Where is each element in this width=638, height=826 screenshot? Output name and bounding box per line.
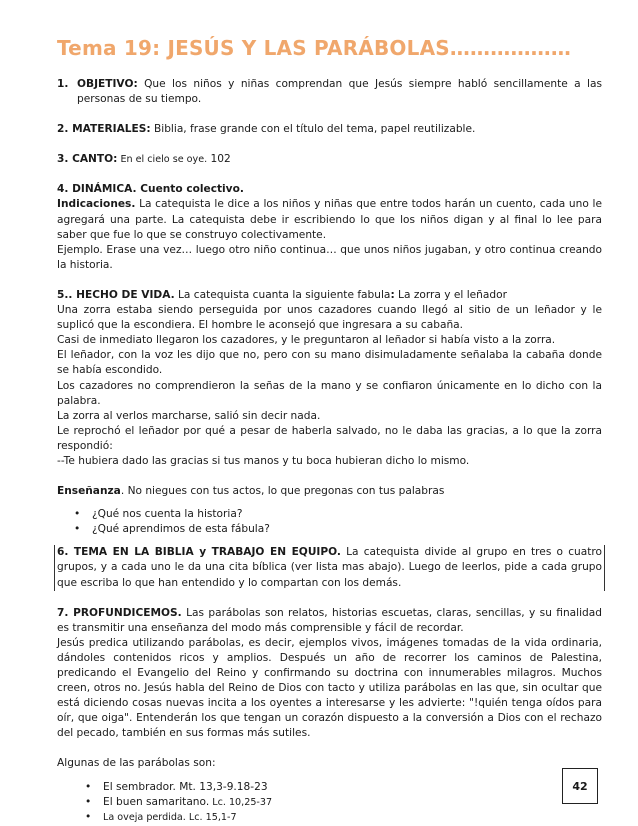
profundicemos-intro: [57, 606, 602, 636]
fable-line: Una zorra estaba siendo perseguida por unos cazadores cuando llegó al sitio de un leñador y le suplicó que la escondiera. El hombre le aconsejó que ingresara a su cabaña.: [57, 304, 602, 332]
list-item: [57, 507, 602, 522]
materiales-text: Biblia, frase grande con el título del tema, papel reutilizable.: [150, 123, 476, 136]
parable-citation: Lc. 10,25-37: [209, 796, 273, 808]
section-number: 1.: [57, 78, 69, 90]
objetivo-text: [77, 77, 602, 107]
hecho-de-vida-heading: [57, 288, 602, 303]
bullet-icon: •: [85, 795, 92, 808]
bullet-icon: •: [85, 780, 92, 793]
fable-line: Los cazadores no comprendieron la señas de la mano y se confiaron únicamente en lo dicho con la palabra.: [57, 379, 602, 407]
parables-list: [57, 780, 602, 825]
page-number: 42: [562, 768, 598, 804]
page-title: Tema 19: JESÚS Y LAS PARÁBOLAS………………: [57, 36, 572, 60]
document-body: [57, 77, 602, 825]
fable-line: El leñador, con la voz les dijo que no, pero con su mano disimuladamente señalaba la cabaña donde se había escondido.: [57, 349, 602, 377]
hecho-intro: La catequista cuanta la siguiente fabula: [174, 288, 391, 301]
fable-line: La zorra al verlos marcharse, salió sin decir nada.: [57, 409, 321, 422]
parables-intro: Algunas de las parábolas son:: [57, 757, 216, 770]
dinamica-ejemplo: Ejemplo. Erase una vez… luego otro niño continua… que unos niños jugaban, y otro continua creando la historia.: [57, 243, 602, 271]
fable-line: --Te hubiera dado las gracias si tus manos y tu boca hubieran dicho lo mismo.: [57, 454, 470, 467]
section-objetivo: [57, 77, 602, 107]
parable-text: El sembrador. Mt. 13,3-9.18-23: [103, 780, 268, 793]
biblia-text: La catequista divide al grupo en tres o cuatro grupos, y a cada uno le da una cita bíblica (ver lista mas abajo). Luego de leerlos, pide a cada grupo que escriba lo que han entendido y lo compartan con los demás.: [57, 546, 602, 589]
question-text: ¿Qué aprendimos de esta fábula?: [92, 523, 270, 536]
fable-line: Le reprochó el leñador por qué a pesar de haberla salvado, no le daba las gracias, a lo que la zorra respondió:: [57, 424, 602, 452]
list-item: [57, 780, 602, 795]
canto-text: En el cielo se oye.: [117, 154, 208, 166]
question-text: ¿Qué nos cuenta la historia?: [92, 508, 243, 521]
objetivo-label: OBJETIVO:: [77, 78, 138, 90]
questions-list: [57, 507, 602, 537]
biblia-label: 6. TEMA EN LA BIBLIA y TRABAJO EN EQUIPO.: [57, 546, 341, 559]
hecho-colon: :: [390, 288, 395, 301]
section-canto: [57, 152, 602, 167]
hecho-fable-title: La zorra y el leñador: [394, 288, 507, 301]
ensenanza-label: Enseñanza: [57, 485, 121, 498]
list-item: [57, 522, 602, 537]
indicaciones-label: Indicaciones.: [57, 198, 136, 211]
hecho-label: 5.. HECHO DE VIDA.: [57, 288, 175, 301]
canto-number: 102: [207, 153, 231, 166]
dinamica-heading: 4. DINÁMICA. Cuento colectivo.: [57, 183, 244, 196]
list-item: [57, 795, 602, 810]
section-biblia-box: [54, 545, 605, 590]
parable-text: La oveja perdida. Lc. 15,1-7: [103, 811, 237, 823]
ensenanza-text: . No niegues con tus actos, lo que pregonas con tus palabras: [120, 485, 445, 498]
bullet-icon: •: [74, 508, 81, 521]
parable-text: El buen samaritano.: [103, 795, 210, 808]
list-item: [57, 810, 602, 825]
canto-label: 3. CANTO:: [57, 153, 118, 166]
section-materiales: [57, 122, 602, 137]
ensenanza: [57, 484, 602, 499]
profundicemos-body: Jesús predica utilizando parábolas, es decir, ejemplos vivos, imágenes tomadas de la vida ordinaria, dándoles contenidos ricos y amplios. Después un año de recorrer los caminos de Palestina, predicando el Evangelio del Reino y confirmando su doctrina con innumerables milagros. Muchos creen, otros no. Jesús habla del Reino de Dios con tacto y utiliza parábolas en las que, sin ocultar que está diciendo cosas nuevas incita a los oyentes a interesarse y les advierte: "!quién tenga oídos para oír, que oiga". Entenderán los que tengan un corazón dispuesto a la conversión a Dios con el rechazo del pecado, también en sus formas más sutiles.: [57, 636, 602, 740]
objetivo-body: Que los niños y niñas comprendan que Jesús siempre habló sencillamente a las personas de su tiempo.: [77, 78, 602, 106]
profundicemos-text: Las parábolas son relatos, historias escuetas, claras, sencillas, y su finalidad es transmitir una enseñanza del modo más comprensible y fácil de recordar.: [57, 606, 602, 634]
fable-line: Casi de inmediato llegaron los cazadores, y le preguntaron al leñador si había visto a la zorra.: [57, 334, 556, 347]
bullet-icon: •: [85, 810, 92, 823]
dinamica-indicaciones: [57, 197, 602, 242]
bullet-icon: •: [74, 523, 81, 536]
materiales-label: 2. MATERIALES:: [57, 123, 151, 136]
indicaciones-text: La catequista le dice a los niños y niñas que entre todos harán un cuento, cada uno le agregará una parte. La catequista debe ir escribiendo lo que los niños digan y al final lo lee para saber que fue lo que se construyo colectivamente.: [57, 198, 602, 241]
profundicemos-label: 7. PROFUNDICEMOS.: [57, 606, 182, 619]
biblia-paragraph: [57, 545, 602, 590]
